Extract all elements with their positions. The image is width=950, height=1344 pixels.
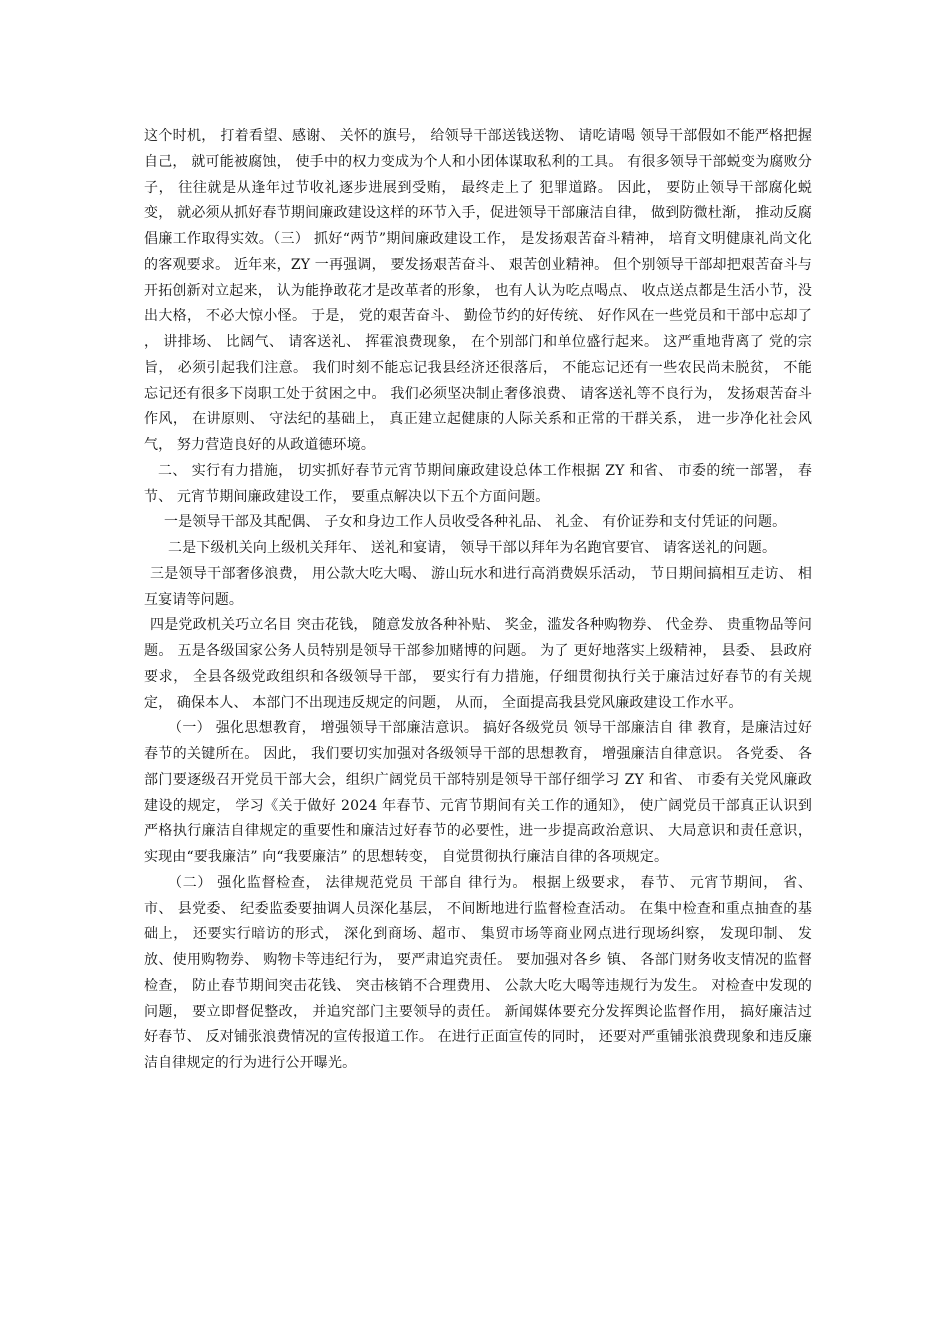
paragraph-section-two-heading: 二、 实行有力措施， 切实抓好春节元宵节期间廉政建设总体工作根据 ZY 和省、 市委的统一部署， 春节、 元宵节期间廉政建设工作， 要重点解决以下五个方面问题。: [144, 462, 812, 505]
document-page: [144, 124, 812, 1077]
paragraph-problem-one: 一是领导干部及其配偶、 子女和身边工作人员收受各种礼品、 礼金、 有价证券和支付凭证的问题。: [164, 514, 787, 531]
paragraph-measure-supervision: （二） 强化监督检查， 法律规范党员 干部自 律行为。 根据上级要求， 春节、 元宵节期间， 省、 市、 县党委、 纪委监委要抽调人员深化基层， 不间断地进行监督检查活动。 在集中检查和重点抽查的基础上， 还要实行暗访的形式， 深化到商场、超市、 集贸市场等商业网点进行现场纠察， 发现印制、 发放、使用购物券、 购物卡等违纪行为， 要严肃追究责任。 要加强对各乡 镇、 各部门财务收支情况的监督检查， 防止春节期间突击花钱、 突击核销不合理费用、 公款大吃大喝等违规行为发生。 对检查中发现的问题， 要立即督促整改， 并追究部门主要领导的责任。 新闻媒体要充分发挥舆论监督作用， 搞好廉洁过好春节、 反对铺张浪费情况的宣传报道工作。 在进行正面宣传的同时， 还要对严重铺张浪费现象和违反廉洁自律规定的行为进行公开曝光。: [144, 874, 812, 1071]
paragraph-problem-two: 二是下级机关向上级机关拜年、 送礼和宴请， 领导干部以拜年为名跑官要官、 请客送礼的问题。: [168, 540, 777, 556]
paragraph-problem-three: 三是领导干部奢侈浪费， 用公款大吃大喝、 游山玩水和进行高消费娱乐活动， 节日期间搞相互走访、 相互宴请等问题。: [144, 565, 812, 608]
paragraph-problem-four-five: 四是党政机关巧立名目 突击花钱， 随意发放各种补贴、 奖金，滥发各种购物券、 代金券、 贵重物品等问题。 五是各级国家公务人员特别是领导干部参加赌博的问题。 为了 更好地落实上级精神， 县委、 县政府要求， 全县各级党政组织和各级领导干部， 要实行有力措施，仔细贯彻执行关于廉洁过好春节的有关规定， 确保本人、 本部门不出现违反规定的问题， 从而， 全面提高我县党风廉政建设工作水平。: [144, 617, 812, 711]
paragraph-context-continuation: 这个时机， 打着看望、感谢、 关怀的旗号， 给领导干部送钱送物、 请吃请喝 领导干部假如不能严格把握自己， 就可能被腐蚀， 使手中的权力变成为个人和小团体谋取私利的工具。 有很多领导干部蜕变为腐败分子， 往往就是从逢年过节收礼逐步进展到受贿， 最终走上了 犯罪道路。 因此， 要防止领导干部腐化蜕变， 就必须从抓好春节期间廉政建设这样的环节入手，促进领导干部廉洁自律， 做到防微杜渐， 推动反腐倡廉工作取得实效。（三） 抓好“两节”期间廉政建设工作， 是发扬艰苦奋斗精神， 培育文明健康礼尚文化的客观要求。 近年来，ZY 一再强调， 要发扬艰苦奋斗、 艰苦创业精神。 但个别领导干部却把艰苦奋斗与开拓创新对立起来， 认为能挣敢花才是改革者的形象， 也有人认为吃点喝点、 收点送点都是生活小节，没出大格， 不必大惊小怪。 于是， 党的艰苦奋斗、 勤俭节约的好传统、 好作风在一些党员和干部中忘却了 ， 讲排场、 比阔气、 请客送礼、 挥霍浪费现象， 在个别部门和单位盛行起来。 这严重地背离了 党的宗旨， 必须引起我们注意。 我们时刻不能忘记我县经济还很落后， 不能忘记还有一些农民尚未脱贫， 不能忘记还有很多下岗职工处于贫困之中。 我们必须坚决制止奢侈浪费、 请客送礼等不良行为， 发扬艰苦奋斗作风， 在讲原则、 守法纪的基础上， 真正建立起健康的人际关系和正常的干群关系， 进一步净化社会风气， 努力营造良好的从政道德环境。: [144, 128, 812, 453]
paragraph-measure-education: （一） 强化思想教育， 增强领导干部廉洁意识。 搞好各级党员 领导干部廉洁自 律 教育，是廉洁过好春节的关键所在。 因此， 我们要切实加强对各级领导干部的思想教育， 增强廉洁自律意识。 各党委、 各部门要逐级召开党员干部大会，组织广阔党员干部特别是领导干部仔细学习 ZY 和省、 市委有关党风廉政建设的规定， 学习《关于做好 2024 年春节、元宵节期间有关工作的通知》， 使广阔党员干部真正认识到严格执行廉洁自律规定的重要性和廉洁过好春节的必要性，进一步提高政治意识、 大局意识和责任意识， 实现由“要我廉洁” 向“我要廉洁” 的思想转变， 自觉贯彻执行廉洁自律的各项规定。: [144, 720, 812, 865]
